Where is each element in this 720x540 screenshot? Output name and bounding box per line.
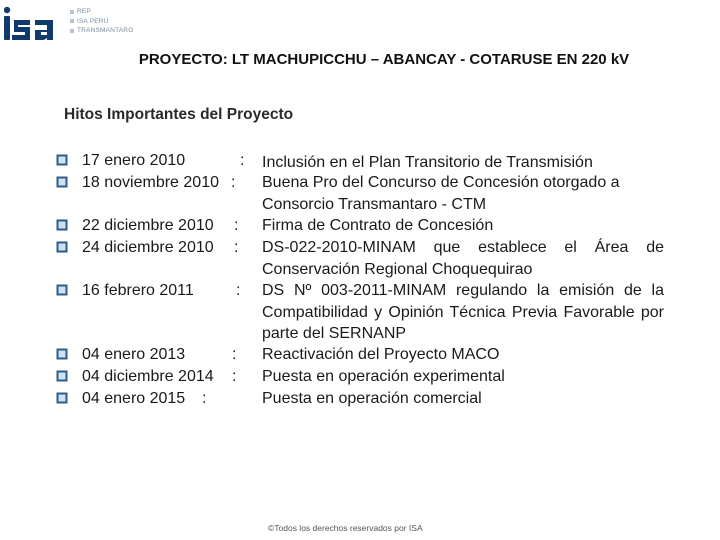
checkbox-bullet-icon [56,219,68,231]
milestone-description: Firma de Contrato de Concesión [262,217,494,234]
milestone-date: 18 noviembre 2010 [82,174,219,191]
milestone-colon: : [236,282,241,299]
milestone-description: DS-022-2010-MINAM que establece el Área de Conservación Regional Choquequirao [262,239,664,278]
milestone-colon: : [240,152,245,169]
milestone-date: 24 diciembre 2010 [82,239,214,256]
milestone-colon: : [232,346,237,363]
milestone-date: 04 enero 2015 [82,390,186,407]
milestone-date: 17 enero 2010 [82,152,186,169]
milestone-colon: : [232,368,237,385]
milestone-description: DS Nº 003-2011-MINAM regulando la emisión de la Compatibilidad y Opinión Técnica Previa Favorable por parte del SERNANP [262,282,664,342]
milestone-description: Reactivación del Proyecto MACO [262,346,500,363]
milestone-date: 16 febrero 2011 [82,282,194,299]
milestone-date: 04 enero 2013 [82,346,186,363]
checkbox-bullet-icon [56,154,68,166]
milestone-description: Inclusión en el Plan Transitorio de Transmisión [262,154,593,171]
milestone-description: Puesta en operación comercial [262,390,482,407]
brand-item: TRANSMANTARO [70,26,133,36]
milestone-description: Buena Pro del Concurso de Concesión otorgado a Consorcio Transmantaro - CTM [262,174,620,213]
milestone-colon: : [202,390,207,407]
brand-list [70,7,133,36]
checkbox-bullet-icon [56,392,68,404]
milestone-date: 04 diciembre 2014 [82,368,214,385]
milestone-date: 22 diciembre 2010 [82,217,214,234]
checkbox-bullet-icon [56,241,68,253]
milestone-colon: : [234,239,239,256]
checkbox-bullet-icon [56,176,68,188]
checkbox-bullet-icon [56,370,68,382]
milestone-colon: : [231,174,236,191]
checkbox-bullet-icon [56,284,68,296]
copyright-footer: ©Todos los derechos reservados por ISA [268,523,423,533]
milestone-description: Puesta en operación experimental [262,368,505,385]
section-subtitle: Hitos Importantes del Proyecto [64,106,294,123]
brand-item: ISA PERÚ [70,17,133,27]
brand-item: REP [70,7,133,17]
page-title: PROYECTO: LT MACHUPICCHU – ABANCAY - COTARUSE EN 220 kV [138,51,630,68]
milestone-colon: : [234,217,239,234]
checkbox-bullet-icon [56,348,68,360]
